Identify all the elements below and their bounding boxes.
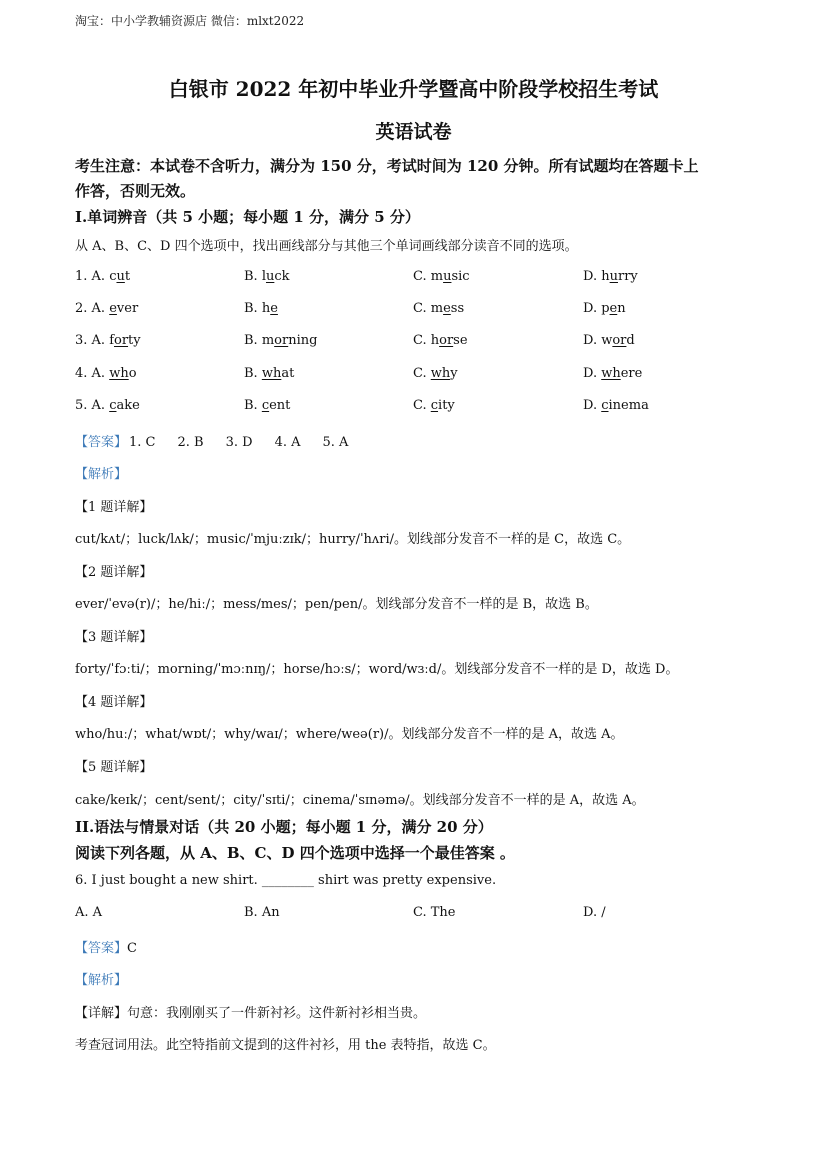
detail-label-5: 【5 题详解】: [75, 760, 153, 775]
question-1-option-b: B. luck: [244, 269, 290, 284]
detail-label-4: 【4 题详解】: [75, 695, 153, 710]
underlined-letters: c: [430, 398, 439, 413]
section1-instruction: 从 A、B、C、D 四个选项中，找出画线部分与其他三个单词画线部分读音不同的选项。: [75, 239, 578, 254]
question-6-option-c: C. The: [413, 905, 456, 920]
detail-label-3: 【3 题详解】: [75, 630, 153, 645]
section2-heading: II.语法与情景对话（共 20 小题；每小题 1 分，满分 20 分）: [75, 818, 493, 836]
detail-label-1: 【1 题详解】: [75, 500, 153, 515]
underlined-letters: c: [109, 398, 117, 413]
underlined-letters: wh: [261, 366, 282, 381]
question-2-option-d: D. pen: [583, 301, 626, 316]
question-4-option-a: 4. A. who: [75, 366, 137, 381]
underlined-letters: e: [109, 301, 117, 316]
question-6-stem: 6. I just bought a new shirt. ________ shirt was pretty expensive.: [75, 873, 497, 888]
underlined-letters: or: [114, 333, 129, 348]
question-6-answer-label: 【答案】: [75, 941, 128, 956]
answer-row: [75, 431, 370, 450]
answer-label: 【答案】: [75, 435, 128, 450]
answer-1: 1. C: [129, 435, 156, 450]
question-6-option-a: A. A: [75, 905, 103, 920]
underlined-letters: u: [265, 269, 275, 284]
question-3-option-a: 3. A. forty: [75, 333, 141, 348]
underlined-letters: wh: [430, 366, 451, 381]
question-6-detail: 【详解】句意：我刚刚买了一件新衬衫。这件新衬衫相当贵。: [75, 1006, 427, 1021]
detail-text-5: cake/keɪk/；cent/sent/；city/ˈsɪti/；cinema/ˈsɪnəmə/。划线部分发音不一样的是 A，故选 A。: [75, 793, 645, 808]
question-6-analysis-label: 【解析】: [75, 973, 128, 988]
question-6-answer: [75, 937, 137, 956]
answer-5: 5. A: [322, 435, 349, 450]
answer-2: 2. B: [177, 435, 204, 450]
underlined-letters: u: [443, 269, 452, 284]
underlined-letters: c: [261, 398, 270, 413]
underlined-letters: e: [443, 301, 451, 316]
underlined-letters: c: [601, 398, 609, 413]
question-1-option-c: C. music: [413, 269, 470, 284]
question-6-explain: 考查冠词用法。此空特指前文提到的这件衬衫，用 the 表特指，故选 C。: [75, 1038, 496, 1053]
detail-text-2: ever/ˈevə(r)/；he/hiː/；mess/mes/；pen/pen/。划线部分发音不一样的是 B，故选 B。: [75, 597, 598, 612]
question-4-option-c: C. why: [413, 366, 458, 381]
underlined-letters: or: [274, 333, 289, 348]
section1-heading: I.单词辨音（共 5 小题；每小题 1 分，满分 5 分）: [75, 208, 420, 226]
underlined-letters: or: [439, 333, 454, 348]
analysis-label: 【解析】: [75, 467, 128, 482]
question-6-option-d: D. /: [583, 905, 606, 920]
underlined-letters: wh: [109, 366, 129, 381]
notice-line-2: 作答，否则无效。: [75, 182, 196, 200]
answer-3: 3. D: [225, 435, 253, 450]
underlined-letters: u: [609, 269, 618, 284]
question-4-option-d: D. where: [583, 366, 643, 381]
question-5-option-d: D. cinema: [583, 398, 649, 413]
detail-label-2: 【2 题详解】: [75, 565, 153, 580]
question-3-option-b: B. morning: [244, 333, 318, 348]
question-5-option-a: 5. A. cake: [75, 398, 140, 413]
question-1-option-a: 1. A. cut: [75, 269, 131, 284]
question-6-option-b: B. An: [244, 905, 280, 920]
detail-text-4: who/huː/；what/wɒt/；why/waɪ/；where/weə(r)/。划线部分发音不一样的是 A，故选 A。: [75, 727, 624, 742]
answer-4: 4. A: [274, 435, 301, 450]
question-3-option-c: C. horse: [413, 333, 468, 348]
underlined-letters: e: [609, 301, 618, 316]
notice-line-1: 考生注意：本试卷不含听力，满分为 150 分，考试时间为 120 分钟。所有试题均在答题卡上: [75, 157, 699, 175]
question-4-option-b: B. what: [244, 366, 295, 381]
question-5-option-b: B. cent: [244, 398, 291, 413]
page-header: 淘宝：中小学教辅资源店 微信：mlxt2022: [75, 14, 305, 28]
question-3-option-d: D. word: [583, 333, 635, 348]
question-1-option-d: D. hurry: [583, 269, 638, 284]
question-6-answer-value: C: [127, 941, 137, 956]
exam-subtitle: 英语试卷: [375, 121, 452, 143]
section2-instruction: 阅读下列各题，从 A、B、C、D 四个选项中选择一个最佳答案 。: [75, 844, 515, 862]
question-2-option-a: 2. A. ever: [75, 301, 139, 316]
underlined-letters: e: [270, 301, 278, 316]
underlined-letters: or: [612, 333, 627, 348]
underlined-letters: wh: [601, 366, 621, 381]
exam-title: 白银市 2022 年初中毕业升学暨高中阶段学校招生考试: [168, 77, 659, 101]
detail-text-1: cut/kʌt/；luck/lʌk/；music/ˈmjuːzɪk/；hurry/ˈhʌri/。划线部分发音不一样的是 C，故选 C。: [75, 532, 631, 547]
question-5-option-c: C. city: [413, 398, 455, 413]
detail-text-3: forty/ˈfɔːti/；morning/ˈmɔːnɪŋ/；horse/hɔːs/；word/wɜːd/。划线部分发音不一样的是 D，故选 D。: [75, 662, 679, 677]
underlined-letters: u: [116, 269, 125, 284]
question-2-option-c: C. mess: [413, 301, 465, 316]
question-2-option-b: B. he: [244, 301, 278, 316]
